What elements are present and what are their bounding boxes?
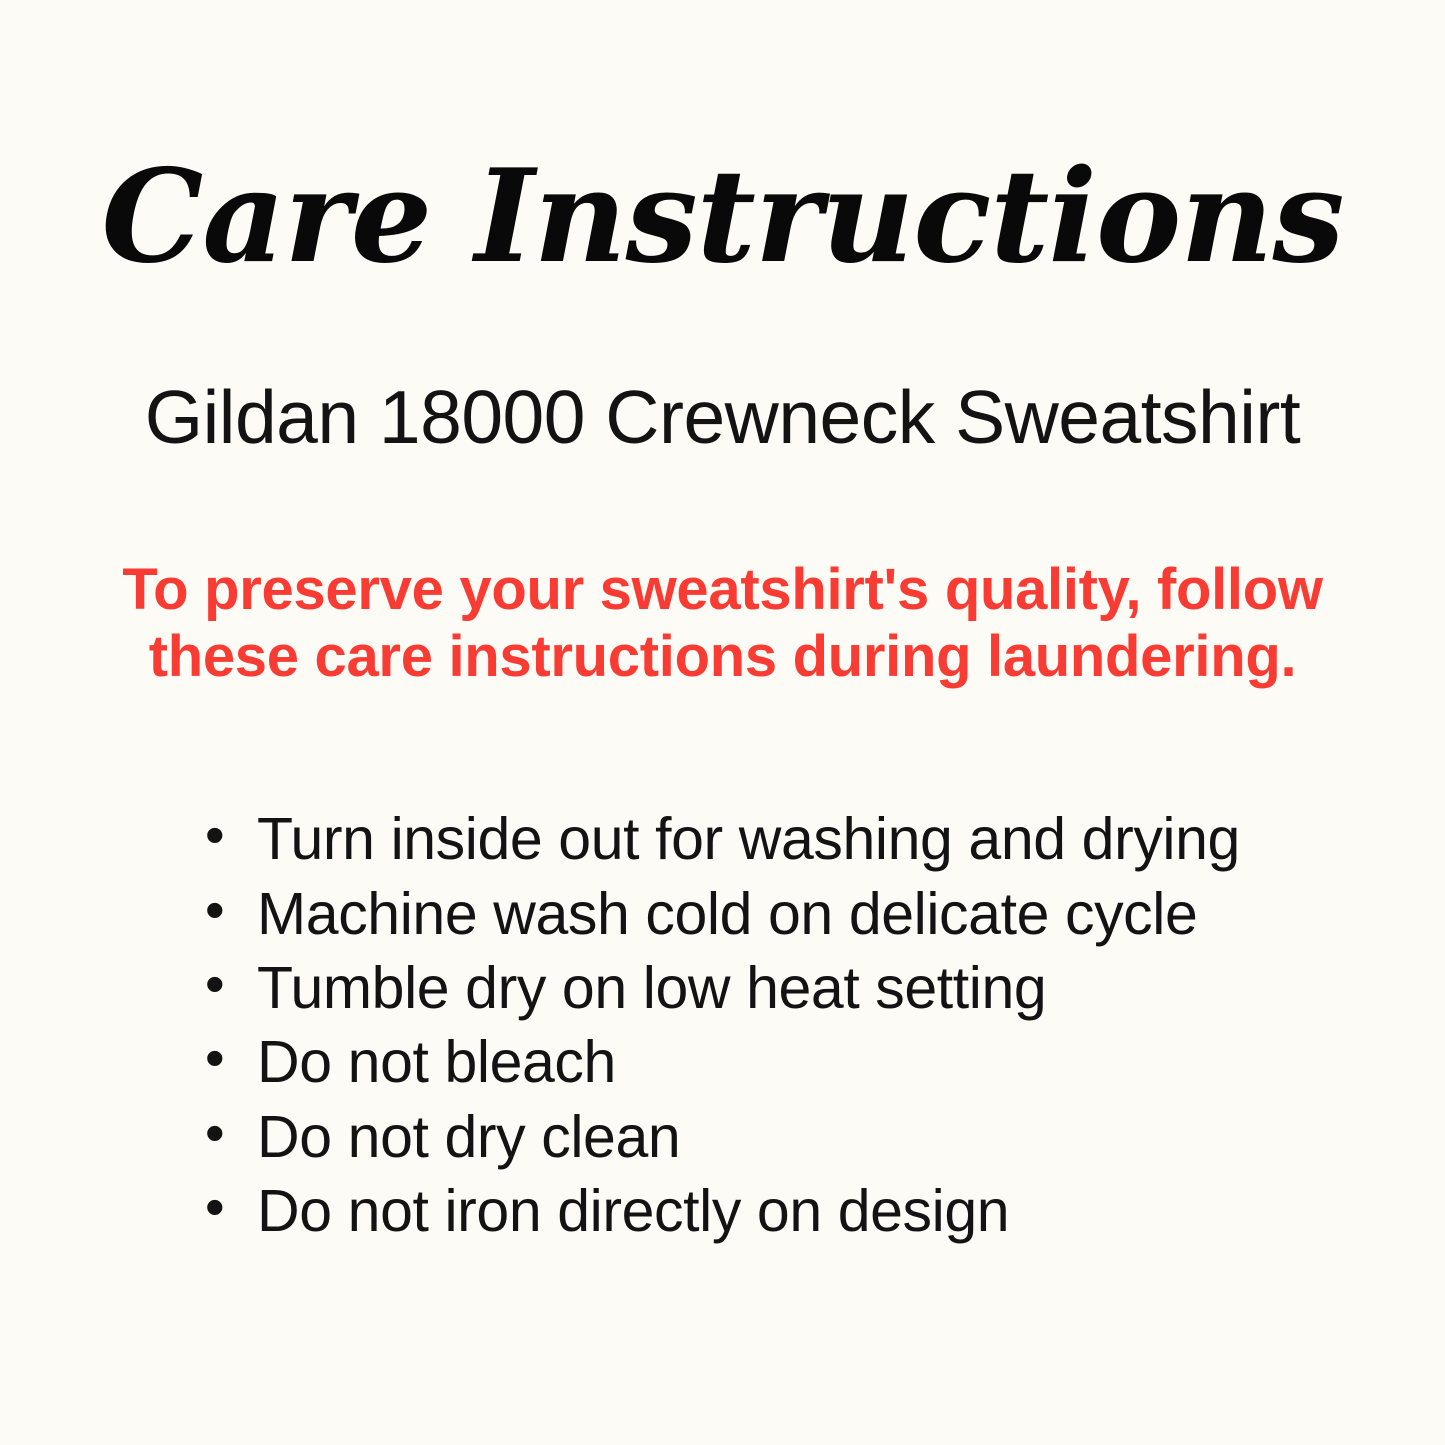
instructions-list bbox=[205, 802, 1240, 1248]
page-title: Care Instructions bbox=[101, 142, 1344, 292]
instructions-section bbox=[70, 802, 1375, 1248]
list-item: • Do not bleach bbox=[205, 1025, 1240, 1099]
list-item: • Do not iron directly on design bbox=[205, 1174, 1240, 1248]
list-item: • Turn inside out for washing and drying bbox=[205, 802, 1240, 876]
care-notice: To preserve your sweatshirt's quality, follow these care instructions during laundering. bbox=[122, 556, 1323, 689]
list-item: • Do not dry clean bbox=[205, 1100, 1240, 1174]
list-item: • Tumble dry on low heat setting bbox=[205, 951, 1240, 1025]
product-name: Gildan 18000 Crewneck Sweatshirt bbox=[144, 375, 1301, 460]
list-item: • Machine wash cold on delicate cycle bbox=[205, 877, 1240, 951]
